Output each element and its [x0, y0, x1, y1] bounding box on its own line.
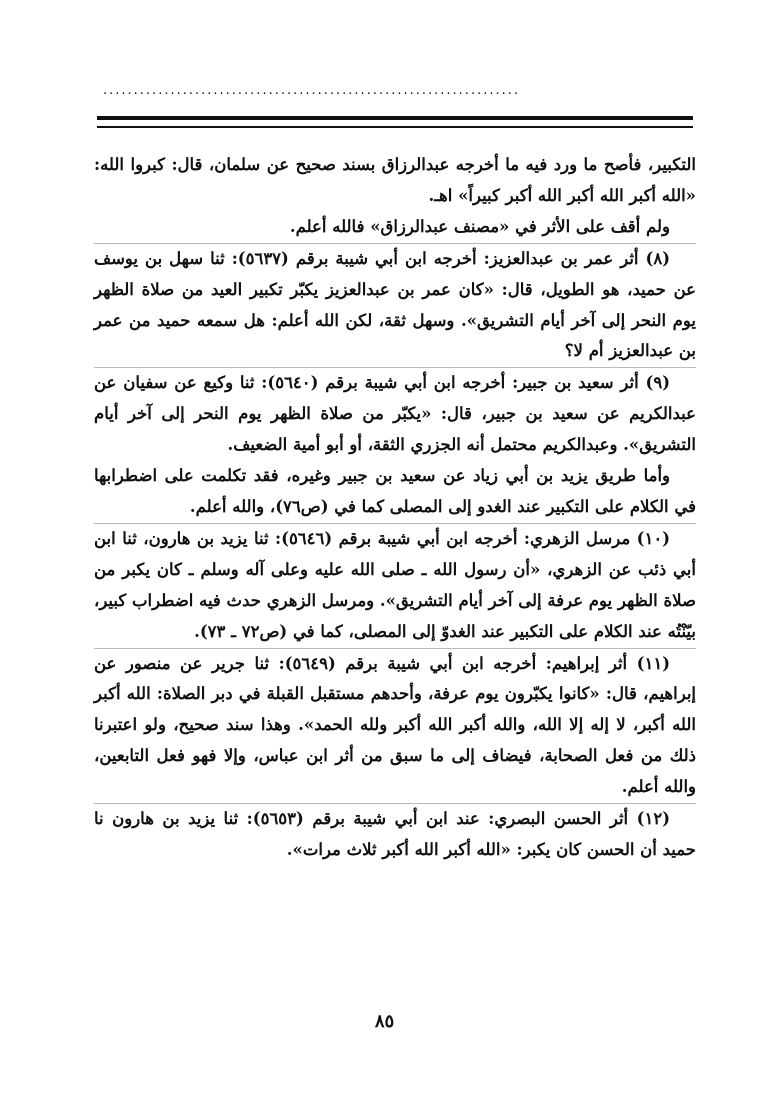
paragraph: (١٢) أثر الحسن البصري: عند ابن أبي شيبة برقم (٥٦٥٣): ثنا يزيد بن هارون نا حميد أن الحسن كان يكبر: «الله أكبر الله أكبر ثلاث مرات». [94, 803, 696, 866]
header-rule-thin [97, 126, 693, 128]
body-text [94, 150, 696, 866]
paragraph: (٩) أثر سعيد بن جبير: أخرجه ابن أبي شيبة برقم (٥٦٤٠): ثنا وكيع عن سفيان عن عبدالكريم عن سعيد بن جبير، قال: «يكبّر من صلاة الظهر يوم النحر إلى آخر أيام التشريق». وعبدالكريم محتمل أنه الجزري الثقة، أو أبو أمية الضعيف. [94, 367, 696, 461]
header-dotted-line: .................................................................... [103, 84, 520, 98]
paragraph: (٨) أثر عمر بن عبدالعزيز: أخرجه ابن أبي شيبة برقم (٥٦٣٧): ثنا سهل بن يوسف عن حميد، هو الطويل، قال: «كان عمر بن عبدالعزيز يكبّر تكبير العيد من صلاة الظهر يوم النحر إلى آخر أيام التشريق». وسهل ثقة، لكن الله أعلم: هل سمعه حميد من عمر بن عبدالعزيز أم لا؟ [94, 243, 696, 368]
header-rule-thick [97, 116, 693, 120]
paragraph: وأما طريق يزيد بن أبي زياد عن سعيد بن جبير وغيره، فقد تكلمت على اضطرابها في الكلام على التكبير عند الغدو إلى المصلى كما في (ص٧٦)، والله أعلم. [94, 466, 696, 516]
page-number: ٨٥ [374, 1011, 395, 1032]
paragraph: التكبير، فأصح ما ورد فيه ما أخرجه عبدالرزاق بسند صحيح عن سلمان، قال: كبروا الله: «الله أكبر الله أكبر الله أكبر كبيراً» اهـ. [94, 155, 696, 205]
paragraph: (١١) أثر إبراهيم: أخرجه ابن أبي شيبة برقم (٥٦٤٩): ثنا جرير عن منصور عن إبراهيم، قال: «كانوا يكبّرون يوم عرفة، وأحدهم مستقبل القبلة في دبر الصلاة: الله أكبر الله أكبر، لا إله إلا الله، والله أكبر الله أكبر ولله الحمد». وهذا سند صحيح، ولو اعتبرنا ذلك من فعل الصحابة، فيضاف إلى ما سبق من أثر ابن عباس، وإلا فهو فعل التابعين، والله أعلم. [94, 648, 696, 804]
paragraph: (١٠) مرسل الزهري: أخرجه ابن أبي شيبة برقم (٥٦٤٦): ثنا يزيد بن هارون، ثنا ابن أبي ذئب عن الزهري، «أن رسول الله ـ صلى الله عليه وعلى آله وسلم ـ كان يكبر من صلاة الظهر يوم عرفة إلى آخر أيام التشريق». ومرسل الزهري حدث فيه اضطراب كبير، بيّنْتُه عند الكلام على التكبير عند الغدوّ إلى المصلى، كما في (ص٧٢ ـ ٧٣). [94, 523, 696, 648]
paragraph: ولم أقف على الأثر في «مصنف عبدالرزاق» فالله أعلم. [289, 216, 670, 236]
